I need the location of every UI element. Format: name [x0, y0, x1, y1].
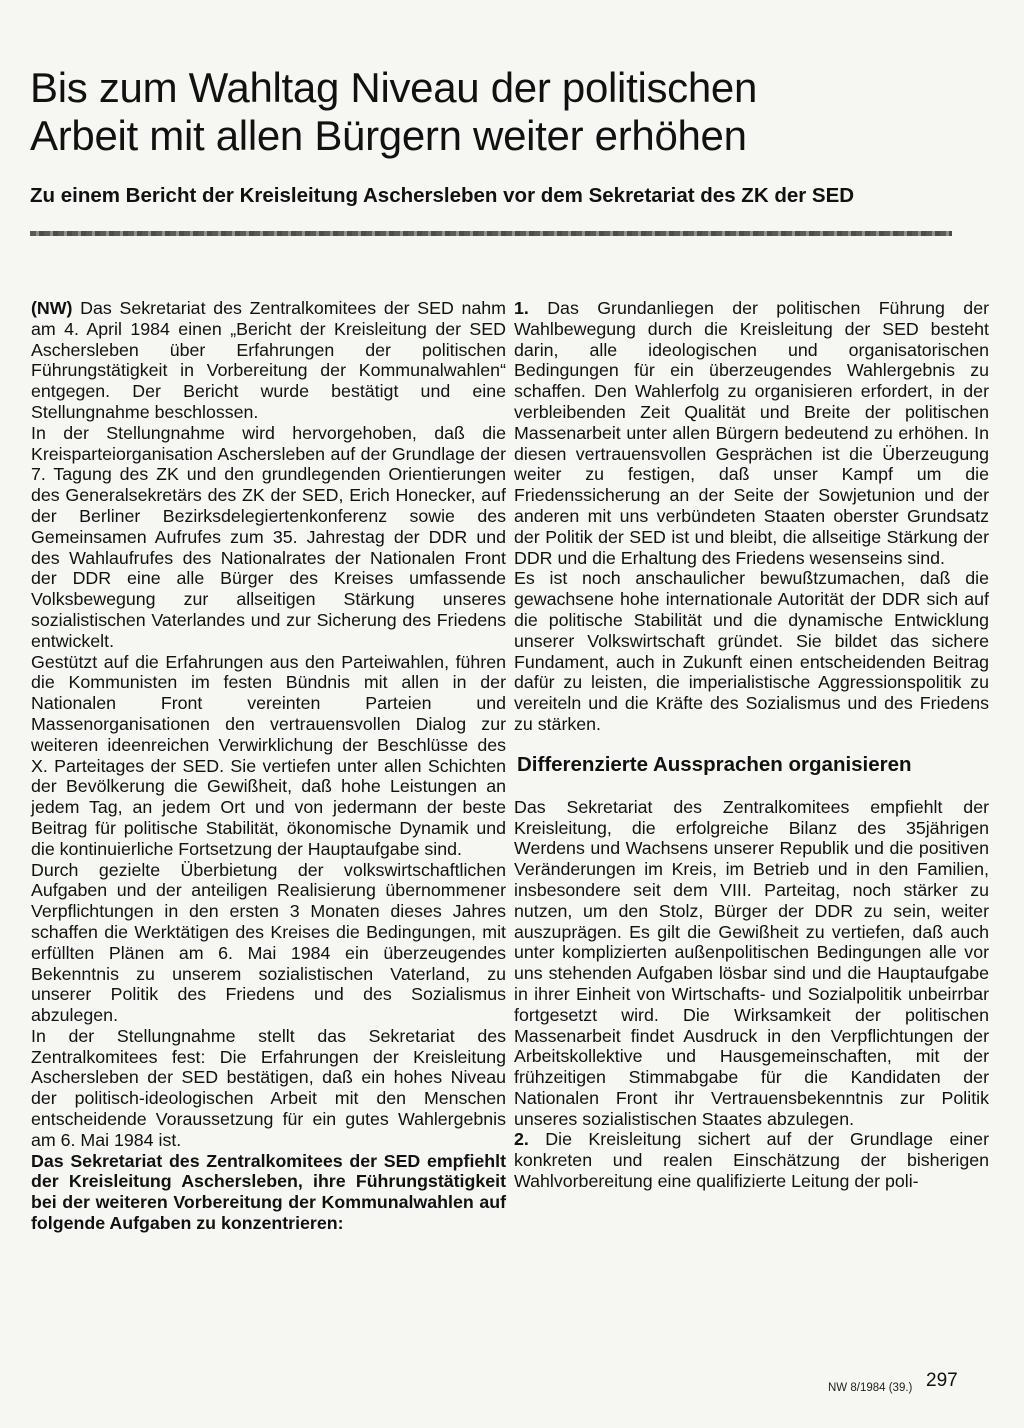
section-heading: Differenzierte Aussprachen organisieren — [517, 752, 912, 776]
right-column — [514, 298, 989, 1192]
title-line-1: Bis zum Wahltag Niveau der politischen — [30, 64, 758, 111]
page-number: 297 — [926, 1370, 958, 1391]
paragraph — [514, 298, 989, 568]
paragraph — [514, 1129, 989, 1191]
article-subtitle: Zu einem Bericht der Kreisleitung Aschersleben vor dem Sekretariat des ZK der SED — [30, 184, 855, 207]
item-number: 1. — [514, 298, 529, 318]
item-number: 2. — [514, 1129, 529, 1150]
article-title — [30, 64, 990, 160]
paragraph: Gestützt auf die Erfahrungen aus den Parteiwahlen, führen die Kommunisten im festen Bündnis mit allen in der Nationalen Front vereinten Parteien und Massenorganisationen den vertrauensvollen Dialog zur weiteren ideenreichen Verwirklichung der Beschlüsse des X. Parteitages der SED. Sie vertiefen unter allen Schichten der Bevölkerung die Gewißheit, daß hohe Leistungen an jedem Tag, an jedem Ort und von jedermann der beste Beitrag für politische Stabilität, ökonomische Dynamik und die kontinuierliche Fortsetzung der Hauptaufgabe sind. — [31, 651, 506, 859]
left-column — [31, 298, 506, 1234]
issue-reference: NW 8/1984 (39.) — [828, 1382, 913, 1394]
paragraph: Es ist noch anschaulicher bewußtzumachen, daß die gewachsene hohe internationale Autorität der DDR sich auf die politische Stabilität und die dynamische Entwicklung unserer Volkswirtschaft gründet. Sie bildet das sichere Fundament, auch in Zukunft einen entscheidenden Beitrag dafür zu leisten, die imperialistische Aggressionspolitik zu vereiteln und die Kräfte des Sozialismus und des Friedens zu stärken. — [514, 568, 989, 734]
source-tag: (NW) — [31, 298, 73, 318]
paragraph: Durch gezielte Überbietung der volkswirtschaftlichen Aufgaben und der anteiligen Realisierung übernommener Verpflichtungen in den ersten 3 Monaten dieses Jahres schaffen die Werktätigen des Kreises die Bedingungen, mit erfüllten Plänen am 6. Mai 1984 ein überzeugendes Bekenntnis zu unserem sozialistischen Vaterland, zu unserer Politik des Friedens und des Sozialismus abzulegen. — [31, 859, 506, 1026]
paragraph-text: Das Sekretariat des Zentralkomitees der SED nahm am 4. April 1984 einen „Bericht der Kreisleitung der SED Aschersleben über Erfahrungen der politischen Führungstätigkeit in Vorbereitung der Kommunalwahlen“ entgegen. Der Bericht wurde bestätigt und eine Stellungnahme beschlossen. — [31, 298, 506, 422]
title-line-2: Arbeit mit allen Bürgern weiter erhöhen — [30, 112, 747, 159]
paragraph: In der Stellungnahme stellt das Sekretariat des Zentralkomitees fest: Die Erfahrungen der Kreisleitung Aschersleben der SED bestätigen, daß ein hohes Niveau der politisch-ideologischen Arbeit mit den Menschen entscheidende Voraussetzung für ein gutes Wahlergebnis am 6. Mai 1984 ist. — [31, 1025, 506, 1150]
bold-paragraph: Das Sekretariat des Zentralkomitees der SED empfiehlt der Kreisleitung Aschersleben, ihre Führungstätigkeit bei der weiteren Vorbereitung der Kommunalwahlen auf folgende Aufgaben zu konzentrieren: — [31, 1150, 506, 1234]
paragraph: Das Sekretariat des Zentralkomitees empfiehlt der Kreisleitung, die erfolgreiche Bilanz des 35jährigen Werdens und Wachsens unserer Republik und die positiven Veränderungen im Kreis, im Betrieb und in den Familien, insbesondere seit dem VIII. Parteitag, noch stärker zu nutzen, um den Stolz, Bürger der DDR zu sein, weiter auszuprägen. Es gilt die Gewißheit zu vertiefen, daß auch unter komplizierten außenpolitischen Bedingungen alle vor uns stehenden Aufgaben lösbar sind und die Hauptaufgabe in ihrer Einheit von Wirtschafts- und Sozialpolitik unbeirrbar fortgesetzt wird. Die Wirksamkeit der politischen Massenarbeit findet Ausdruck in den Verpflichtungen der Arbeitskollektive und Hausgemeinschaften, mit der frühzeitigen Stimmabgabe für die Kandidaten der Nationalen Front ihr Vertrauensbekenntnis zur Politik unseres sozialistischen Staates abzulegen. — [514, 796, 989, 1129]
paragraph — [31, 298, 506, 423]
title-divider — [30, 231, 952, 236]
paragraph-text: Die Kreisleitung sichert auf der Grundlage einer konkreten und realen Einschätzung der bisherigen Wahlvorbereitung eine qualifizierte Leitung der poli- — [514, 1129, 989, 1192]
paragraph-text: Das Grundanliegen der politischen Führung der Wahlbewegung durch die Kreisleitung der SED besteht darin, alle ideologischen und organisatorischen Bedingungen für ein überzeugendes Wahlergebnis zu schaffen. Den Wahlerfolg zu organisieren erfordert, in der verbleibenden Zeit Qualität und Breite der politischen Massenarbeit unter allen Bürgern bedeutend zu erhöhen. In diesen vertrauensvollen Gesprächen ist die Überzeugung weiter zu festigen, daß unser Kampf um die Friedenssicherung an der Seite der Sowjetunion und der anderen mit uns verbündeten Staaten oberster Grundsatz der Politik der SED ist und bleibt, die allseitige Stärkung der DDR und die Erhaltung des Friedens wesenseins sind. — [514, 298, 989, 568]
paragraph: In der Stellungnahme wird hervorgehoben, daß die Kreisparteiorganisation Aschersleben auf der Grundlage der 7. Tagung des ZK und den grundlegenden Orientierungen des Generalsekretärs des ZK der SED, Erich Honecker, auf der Berliner Bezirksdelegiertenkonferenz sowie des Gemeinsamen Aufrufes zum 35. Jahrestag der DDR und des Wahlaufrufes des Nationalrates der Nationalen Front der DDR eine alle Bürger des Kreises umfassende Volksbewegung zur allseitigen Stärkung unseres sozialistischen Vaterlandes und zur Sicherung des Friedens entwickelt. — [31, 422, 506, 651]
